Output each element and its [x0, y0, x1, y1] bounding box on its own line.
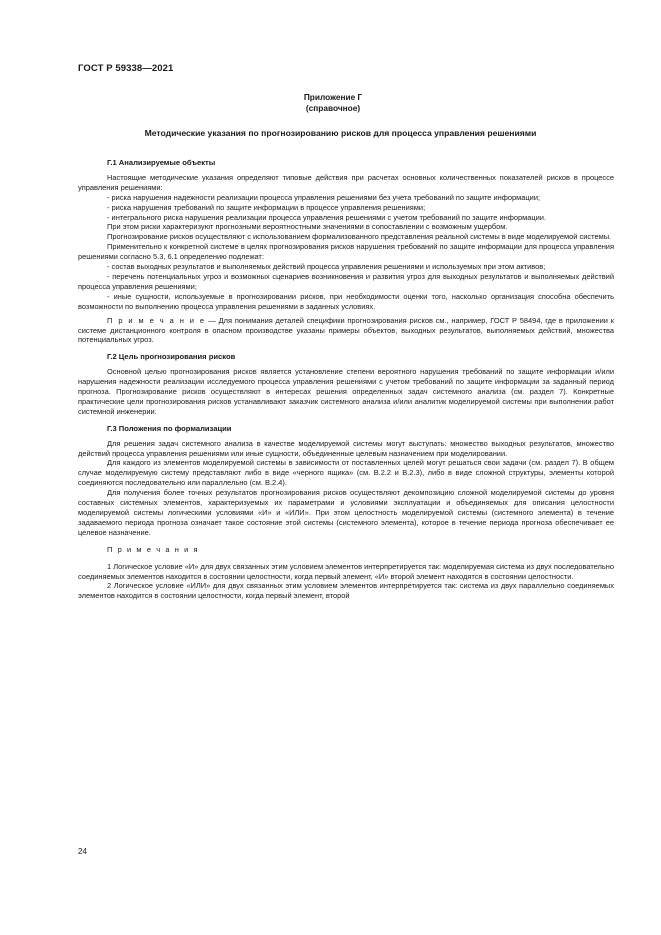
- note: [78, 316, 614, 346]
- notes-label: П р и м е ч а н и я: [107, 544, 200, 554]
- section-heading: Г.1 Анализируемые объекты: [107, 158, 216, 167]
- paragraph: Применительно к конкретной системе в целях прогнозирования рисков нарушения требований по защите информации для процесса управления решениями согласно 5.3, 6.1 определению подлежат:: [78, 242, 614, 262]
- bullet-item: - иные сущности, используемые в прогнозировании рисков, при необходимости оценки того, насколько организация способна обеспечить возможности по выполнению процесса управления решениями в заданных условиях.: [78, 291, 614, 311]
- note-text: — Для понимания деталей специфики прогнозирования рисков см., например, ГОСТ Р 58494, где в приложении к системе дистанционного контроля в опасном производстве указаны примеры объектов, выходных результатов, выполняемых действий, множества потенциальных угроз.: [78, 315, 614, 345]
- paragraph: Для решения задач системного анализа в качестве моделируемой системы могут выступать: множество выходных результатов, множество действий процесса управления решениями или иные сущности, объединенные целевым назначением при моделировании.: [78, 438, 614, 458]
- paragraph: Основной целью прогнозирования рисков является установление степени вероятного нарушения требований по защите информации и/или нарушения надежности реализации исследуемого процесса управления решениями с учетом требований по защите информации за заданный период прогноза. Прогнозирование рисков осуществляют в интересах решения определенных задач системного анализа (см. раздел 7). Конкретные практические цели прогнозирования рисков устанавливают заказчик системного анализа и/или аналитик моделируемой системы при выполнении работ системной инженерии.: [78, 367, 614, 416]
- paragraph: Для получения более точных результатов прогнозирования рисков осуществляют декомпозицию сложной моделируемой системы до уровня составных системных элементов, характеризуемых их параметрами и условиями эксплуатации и объединяемых для описания целостности моделируемой системы логическими условиями «И» и «ИЛИ». При этом целостность моделируемой системы (системного элемента) в течение задаваемого периода прогноза означает такое состояние этой системы (системного элемента), которое в течение периода прогноза обеспечивает ее целевое назначение.: [78, 488, 614, 537]
- annex-title: Приложение Г: [303, 92, 363, 102]
- bullet-item: - состав выходных результатов и выполняемых действий процесса управления решениями и используемых при этом активов;: [107, 262, 546, 272]
- section-heading: Г.2 Цель прогнозирования рисков: [107, 352, 236, 362]
- bullet-item: - риска нарушения надежности реализации процесса управления решениями без учета требований по защите информации;: [107, 192, 541, 202]
- document-body: [78, 158, 614, 601]
- note-label: П р и м е ч а н и е: [107, 315, 206, 325]
- annex-heading: [78, 92, 588, 113]
- page-number: 24: [78, 847, 87, 856]
- paragraph: Настоящие методические указания определяют типовые действия при расчетах основных количественных показателей рисков в процессе управления решениями:: [78, 172, 614, 192]
- bullet-item: - интегрального риска нарушения реализации процесса управления решениями с учетом требований по защите информации.: [107, 212, 547, 222]
- annex-subtitle: (справочное): [305, 102, 361, 113]
- section-heading: Г.3 Положения по формализации: [107, 423, 232, 433]
- paragraph: Для каждого из элементов моделируемой системы в зависимости от поставленных целей могут решаться свои задачи (см. раздел 7). В общем случае моделируемую систему представляют либо в виде «черного ящика» (см. В.2.2 и В.2.3), либо в виде сложной структуры, элементы которой соединяются последовательно или параллельно (см. В.2.4).: [78, 458, 614, 488]
- annex-main-title: Методические указания по прогнозированию рисков для процесса управления решениями: [144, 128, 537, 138]
- note-item: 1 Логическое условие «И» для двух связанных этим условием элементов интерпретируется так: моделируемая система из двух последовательно соединяемых элементов находится в состоянии целостности, когда первый элемент, «И» второй элемент находятся в состоянии целостности.: [78, 561, 614, 581]
- paragraph: При этом риски характеризуют прогнозными вероятностными значениями в сопоставлении с возможным ущербом.: [107, 222, 508, 232]
- bullet-item: - перечень потенциальных угроз и возможных сценариев возникновения и развития угроз для выходных результатов и выполняемых действий процесса управления решениями;: [78, 271, 614, 291]
- paragraph: Прогнозирование рисков осуществляют с использованием формализованного представления реальной системы в виде моделируемой системы.: [107, 232, 612, 242]
- note-item: 2 Логическое условие «ИЛИ» для двух связанных этим условием элементов интерпретируется так: система из двух параллельно соединяемых элементов находится в состоянии целостности, когда первый элемент, второй: [78, 581, 614, 601]
- bullet-item: - риска нарушения требований по защите информации в процессе управления решениями;: [107, 202, 426, 212]
- standard-header: ГОСТ Р 59338—2021: [78, 63, 174, 74]
